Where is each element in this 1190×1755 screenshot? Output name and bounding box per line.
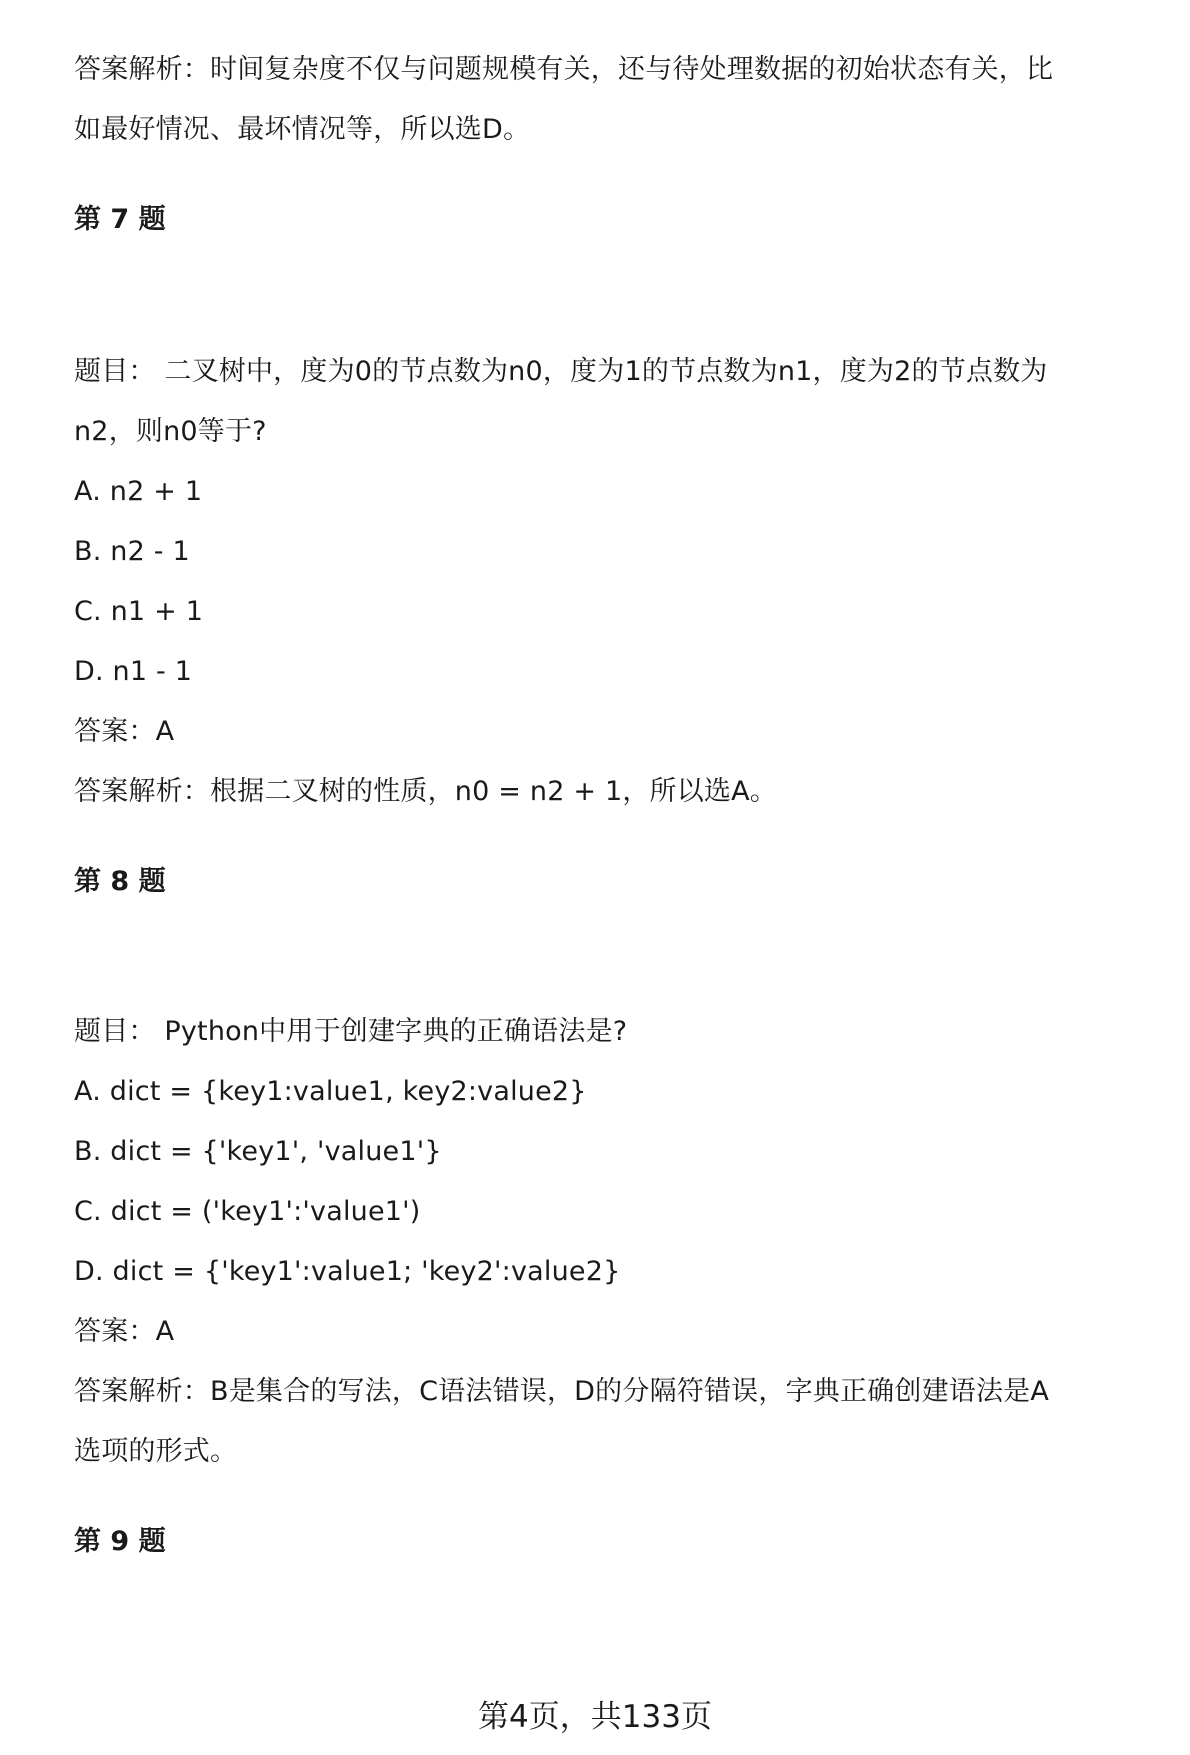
q7-question-line-1: 题目： 二叉树中，度为0的节点数为n0，度为1的节点数为n1，度为2的节点数为 [74,356,1048,387]
q8-explanation-line-1: 答案解析：B是集合的写法，C语法错误，D的分隔符错误，字典正确创建语法是A [74,1376,1050,1407]
q8-answer: 答案：A [74,1316,175,1347]
q8-option-b: B. dict = {'key1', 'value1'} [74,1136,442,1167]
q9-heading: 第 9 题 [74,1526,166,1557]
q7-option-c: C. n1 + 1 [74,596,204,627]
q8-option-c: C. dict = ('key1':'value1') [74,1196,421,1227]
q7-explanation: 答案解析：根据二叉树的性质，n0 = n2 + 1，所以选A。 [74,776,778,807]
q8-heading: 第 8 题 [74,866,166,897]
q7-answer: 答案：A [74,716,175,747]
q8-option-a: A. dict = {key1:value1, key2:value2} [74,1076,587,1107]
q6-explanation-line-2: 如最好情况、最坏情况等，所以选D。 [74,114,531,145]
q8-explanation-line-2: 选项的形式。 [74,1436,238,1467]
page-number: 第4页，共133页 [478,1699,712,1735]
q7-option-d: D. n1 - 1 [74,656,193,687]
q7-option-a: A. n2 + 1 [74,476,203,507]
q7-heading: 第 7 题 [74,204,166,235]
q7-option-b: B. n2 - 1 [74,536,190,567]
q6-explanation-line-1: 答案解析：时间复杂度不仅与问题规模有关，还与待处理数据的初始状态有关，比 [74,54,1054,85]
q7-question-line-2: n2，则n0等于? [74,416,267,447]
q8-option-d: D. dict = {'key1':value1; 'key2':value2} [74,1256,621,1287]
q8-question: 题目： Python中用于创建字典的正确语法是? [74,1016,628,1047]
